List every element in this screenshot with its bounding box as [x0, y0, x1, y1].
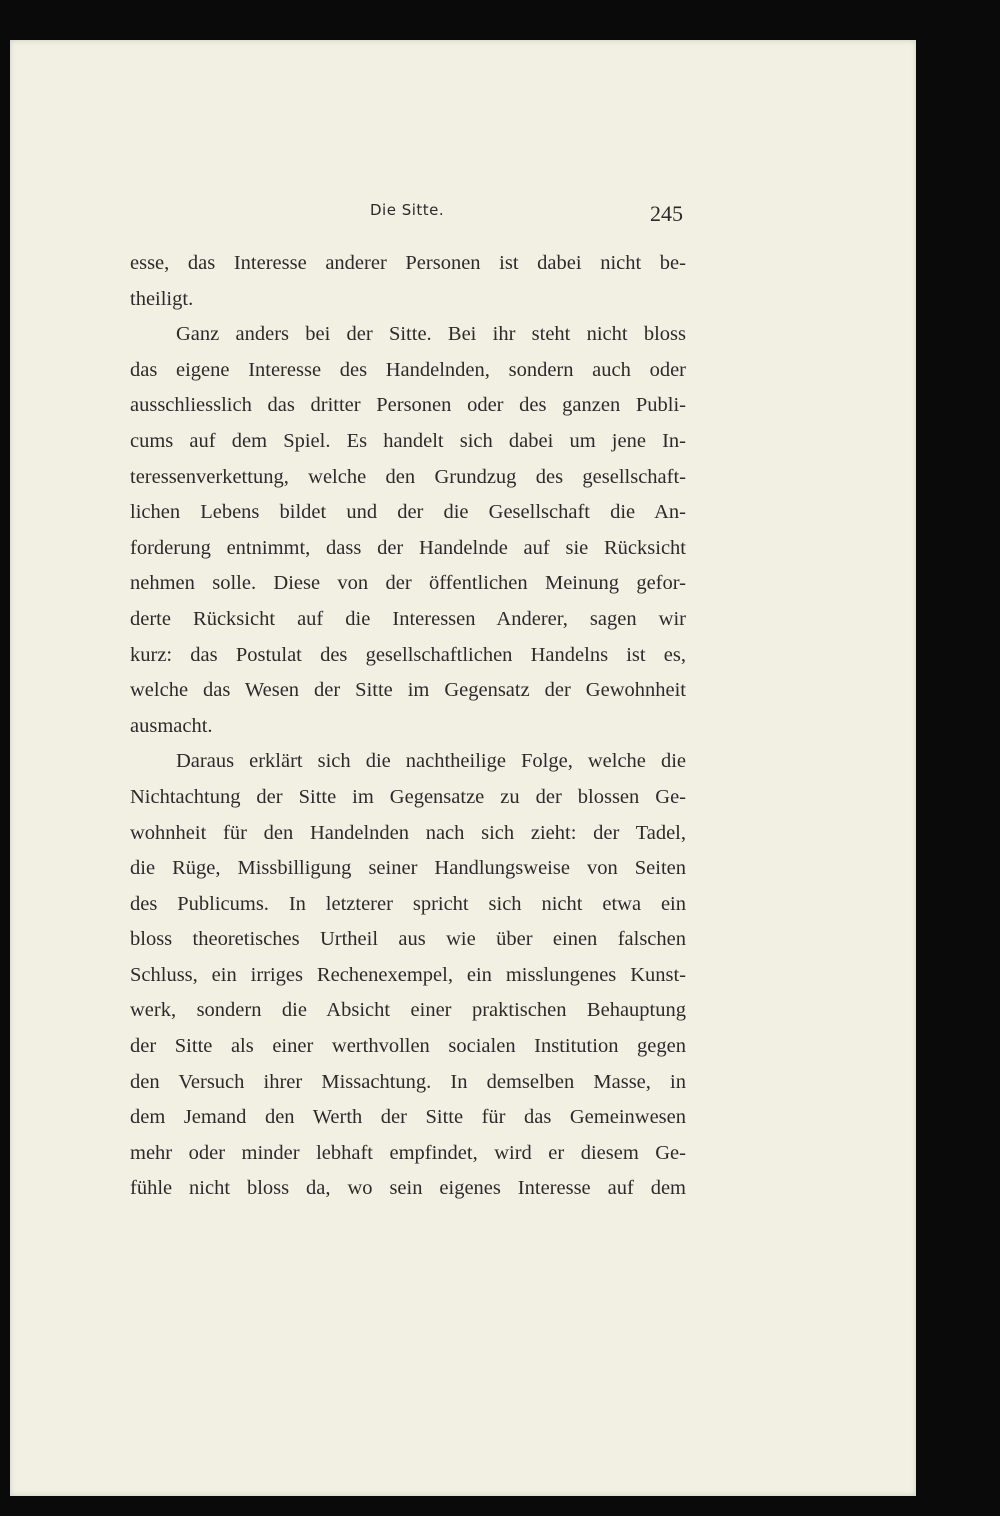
- text-line: nehmen solle. Diese von der öffentlichen Meinung gefor-: [130, 572, 686, 595]
- text-line: lichen Lebens bildet und der die Gesellschaft die An-: [130, 501, 686, 524]
- text-line: fühle nicht bloss da, wo sein eigenes Interesse auf dem: [130, 1177, 686, 1200]
- page-number: 245: [650, 201, 683, 226]
- text-line: des Publicums. In letzterer spricht sich nicht etwa ein: [130, 892, 686, 915]
- text-line: esse, das Interesse anderer Personen ist dabei nicht be-: [130, 252, 686, 274]
- text-line: werk, sondern die Absicht einer praktischen Behauptung: [130, 999, 686, 1022]
- text-line: theiligt.: [130, 287, 194, 310]
- text-line: ausmacht.: [130, 714, 213, 737]
- text-line: die Rüge, Missbilligung seiner Handlungsweise von Seiten: [130, 857, 686, 880]
- text-line: Ganz anders bei der Sitte. Bei ihr steht nicht bloss: [176, 323, 686, 346]
- text-line: den Versuch ihrer Missachtung. In demselben Masse, in: [130, 1070, 686, 1093]
- text-line: kurz: das Postulat des gesellschaftlichen Handelns ist es,: [130, 643, 686, 666]
- text-line: teressenverkettung, welche den Grundzug des gesellschaft-: [130, 465, 686, 488]
- text-line: der Sitte als einer werthvollen socialen Institution gegen: [130, 1035, 686, 1058]
- text-line: welche das Wesen der Sitte im Gegensatz der Gewohnheit: [130, 679, 686, 702]
- text-line: Nichtachtung der Sitte im Gegensatze zu der blossen Ge-: [130, 785, 686, 808]
- text-line: cums auf dem Spiel. Es handelt sich dabei um jene In-: [130, 429, 686, 452]
- text-line: Schluss, ein irriges Rechenexempel, ein misslungenes Kunst-: [130, 963, 686, 986]
- text-line: ausschliesslich das dritter Personen oder des ganzen Publi-: [130, 394, 686, 417]
- text-line: Daraus erklärt sich die nachtheilige Folge, welche die: [176, 750, 686, 773]
- text-line: dem Jemand den Werth der Sitte für das Gemeinwesen: [130, 1106, 686, 1129]
- text-line: derte Rücksicht auf die Interessen Anderer, sagen wir: [130, 607, 686, 630]
- text-line: bloss theoretisches Urtheil aus wie über einen falschen: [130, 928, 686, 951]
- body-text: [130, 246, 686, 1207]
- text-line: wohnheit für den Handelnden nach sich zieht: der Tadel,: [130, 821, 686, 844]
- text-line: das eigene Interesse des Handelnden, sondern auch oder: [130, 358, 686, 381]
- running-title: Die Sitte.: [370, 201, 445, 219]
- text-line: mehr oder minder lebhaft empfindet, wird er diesem Ge-: [130, 1141, 686, 1164]
- text-line: forderung entnimmt, dass der Handelnde auf sie Rücksicht: [130, 536, 686, 559]
